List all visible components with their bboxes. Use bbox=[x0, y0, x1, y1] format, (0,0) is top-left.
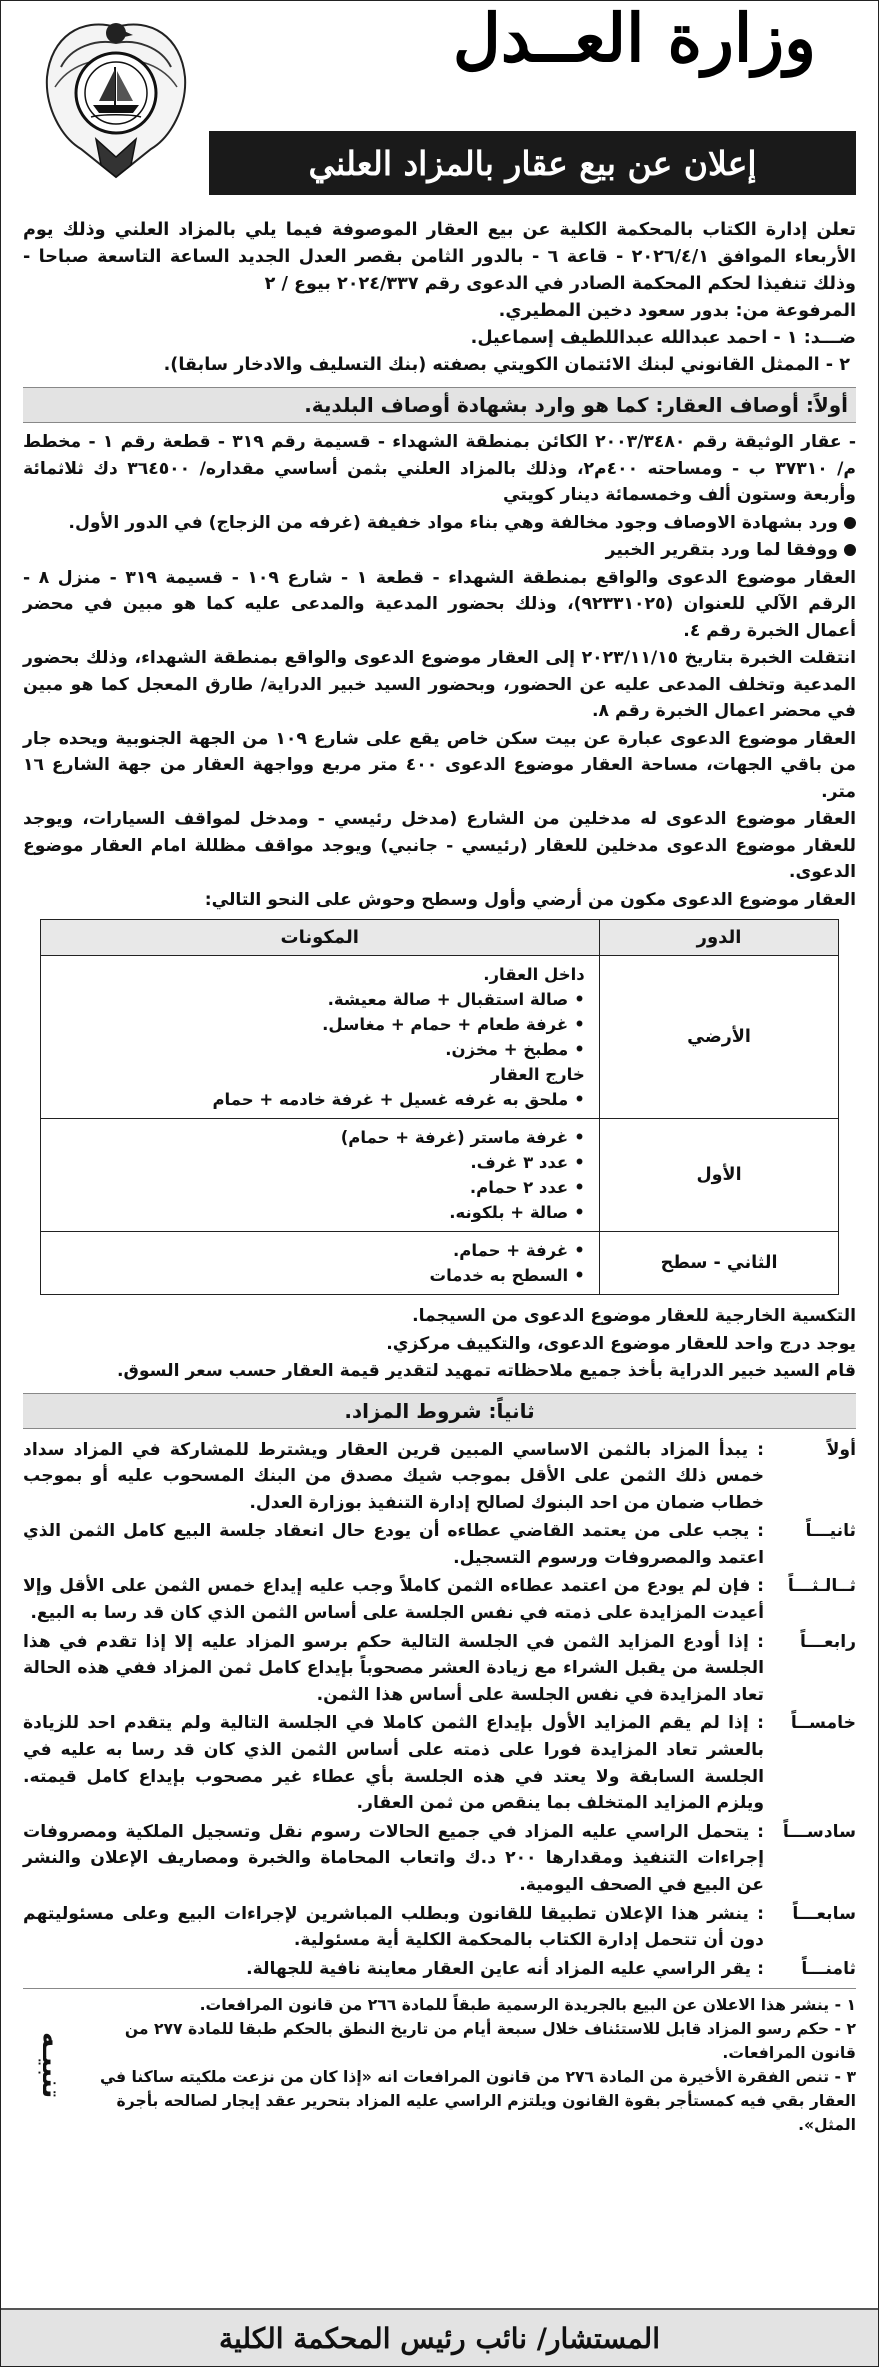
condition-text: : يقر الراسي عليه المزاد أنه عاين العقار معاينة نافية للجهالة. bbox=[246, 1958, 764, 1979]
intro-section bbox=[23, 217, 856, 379]
entrances-paragraph: العقار موضوع الدعوى له مدخلين من الشارع (مدخل رئيسي - ومدخل لمواقف السيارات، ويوجد للعقار موضوع الدعوى مدخلين للعقار (رئيسي - جانبي) ويوجد مواقف مظللة امام العقار موضوع الدعوى. bbox=[23, 809, 856, 882]
condition-item bbox=[23, 1819, 856, 1899]
condition-text: : يبدأ المزاد بالثمن الاساسي المبين قرين العقار ويشترط للمشاركة في المزاد سداد خمس ذلك الثمن على الأقل بموجب شيك مصدق من البنك المسحوب عليه أو بموجب خطاب ضمان من احد البنوك لصالح إدارة التنفيذ بوزارة العدل. bbox=[23, 1439, 764, 1513]
violation-paragraph: ورد بشهادة الاوصاف وجود مخالفة وهي بناء مواد خفيفة (غرفه من الزجاج) في الدور الأول. bbox=[23, 510, 856, 537]
notes-box bbox=[23, 1988, 856, 2137]
condition-text: : يجب على من يعتمد القاضي عطاءه أن يودع حال انعقاد جلسة البيع كامل الثمن الذي اعتمد والمصروفات ورسوم التسجيل. bbox=[23, 1521, 764, 1568]
stairs-line: يوجد درج واحد للعقار موضوع الدعوى، والتكييف مركزي. bbox=[386, 1333, 856, 1354]
parties bbox=[23, 298, 856, 379]
table-header-components: المكونات bbox=[40, 920, 599, 956]
floor-cell: الثاني - سطح bbox=[599, 1232, 839, 1295]
expert-report-heading: ووفقا لما ورد بتقرير الخبير bbox=[23, 537, 856, 564]
property-description bbox=[23, 429, 856, 913]
condition-number: سادســـاً bbox=[782, 1821, 856, 1842]
floor-cell: الأرضي bbox=[599, 956, 839, 1119]
floor-cell: الأول bbox=[599, 1119, 839, 1232]
component-item: • غرفة ماستر (غرفة + حمام) bbox=[55, 1125, 585, 1150]
kuwait-emblem-icon bbox=[41, 7, 191, 185]
condition-number: خامســاً bbox=[790, 1713, 856, 1734]
condition-item bbox=[23, 1901, 856, 1954]
intro-paragraph: تعلن إدارة الكتاب بالمحكمة الكلية عن بيع العقار الموصوفة فيما يلي بالمزاد العلني وذلك يوم الأربعاء الموافق ٢٠٢٦/٤/١ - قاعة ٦ - بالدور الثامن بقصر العدل الجديد الساعة التاسعة صباحا - وذلك تنفيذا لحكم المحكمة الصادر في الدعوى رقم ٢٠٢٤/٣٣٧ بيوع / ٢ bbox=[23, 220, 856, 294]
component-item: • صالة + بلكونه. bbox=[55, 1200, 585, 1225]
notes-label: تنبيـه bbox=[36, 2032, 66, 2099]
component-item: • غرفة طعام + حمام + مغاسل. bbox=[55, 1012, 585, 1037]
condition-number: أولاً bbox=[826, 1439, 856, 1460]
condition-item bbox=[23, 1629, 856, 1709]
cladding-line: التكسية الخارجية للعقار موضوع الدعوى من السيجما. bbox=[412, 1306, 856, 1326]
note-item: ١ - ينشر هذا الاعلان عن البيع بالجريدة الرسمية طبقاً للمادة ٢٦٦ من قانون المرافعات. bbox=[199, 1996, 856, 2015]
condition-number: ثامنـــاً bbox=[801, 1958, 856, 1979]
component-item: • عدد ٢ حمام. bbox=[55, 1175, 585, 1200]
condition-text: : يتحمل الراسي عليه المزاد في جميع الحالات رسوم نقل وتسجيل الملكية ومصروفات إجراءات التنفيذ ومقدارها ٢٠٠ د.ك واتعاب المحاماة والخبرة ومصاريف الإعلان والنشر عن البيع في الصحف اليومية. bbox=[23, 1821, 765, 1895]
component-item: • غرفة + حمام. bbox=[55, 1238, 585, 1263]
location-paragraph: العقار موضوع الدعوى والواقع بمنطقة الشهداء - قطعة ١ - شارع ١٠٩ - قسيمة ٣١٩ - منزل ٨ - الرقم الآلي للعنوان (٩٢٣٣١٠٢٥)، وذلك بحضور المدعية والمدعى عليه كما هو مبين في محضر أعمال الخبرة رقم ٤. bbox=[23, 567, 856, 641]
condition-item bbox=[23, 1573, 856, 1626]
table-row bbox=[40, 956, 839, 1119]
section-2-heading: ثانياً: شروط المزاد. bbox=[23, 1393, 856, 1429]
condition-text: : فإن لم يودع من اعتمد عطاءه الثمن كاملاً وجب عليه إيداع خمس الثمن على الأقل وإلا أعيدت المزايدة على ذمته في نفس الجلسة على أساس الثمن الذي كان قد رسا به البيع. bbox=[23, 1576, 764, 1624]
table-header-floor: الدور bbox=[599, 920, 839, 956]
floors-table bbox=[40, 919, 840, 1295]
floors-intro: العقار موضوع الدعوى مكون من أرضي وأول وسطح وحوش على النحو التالي: bbox=[204, 889, 856, 910]
components-cell bbox=[40, 1119, 599, 1232]
condition-number: سابعـــاً bbox=[792, 1903, 856, 1924]
inspection-paragraph: انتقلت الخبرة بتاريخ ٢٠٢٣/١١/١٥ إلى العقار موضوع الدعوى والواقع بمنطقة الشهداء، وذلك بحضور المدعية وتخلف المدعى عليه عن الحضور، وبحضور السيد خبير الدراية/ طارق المعجل كما هو مبين في محضر اعمال الخبرة رقم ٨. bbox=[23, 648, 856, 721]
condition-item bbox=[23, 1437, 856, 1517]
note-item: ٢ - حكم رسو المزاد قابل للاستئناف خلال سبعة أيام من تاريخ النطق بالحكم طبقا للمادة ٢٧٧ من قانون المرافعات. bbox=[124, 2020, 856, 2063]
condition-text: : ينشر هذا الإعلان تطبيقا للقانون وبطلب المباشرين لإجراءات البيع وعلى مسئوليتهم دون أن تتحمل إدارة الكتاب بالمحكمة الكلية أية مسئولية. bbox=[23, 1903, 764, 1951]
notes-list bbox=[79, 1993, 856, 2137]
condition-item bbox=[23, 1710, 856, 1816]
table-row bbox=[40, 1119, 839, 1232]
component-item: • ملحق به غرفه غسيل + غرفة خادمه + حمام bbox=[55, 1087, 585, 1112]
condition-text: : إذا أودع المزايد الثمن في الجلسة التالية حكم برسو المزاد عليه إلا إذا تقدم في هذا الجلسة من يقبل الشراء مع زيادة العشر مصحوباً بإيداع كامل ثمن المزاد ففي هذه الحالة تعاد المزايدة في نفس الجلسة على أساس هذا الثمن. bbox=[23, 1631, 764, 1705]
table-row bbox=[40, 1232, 839, 1295]
defendant-line-1: ضـــد: ١ - احمد عبدالله عبداللطيف إسماعيل. bbox=[470, 328, 856, 348]
components-cell bbox=[40, 1232, 599, 1295]
note-item: ٣ - تنص الفقرة الأخيرة من المادة ٢٧٦ من قانون المرافعات انه «إذا كان من نزعت ملكيته ساكنا في العقار بقي فيه كمستأجر بقوة القانون ويلتزم الراسي عليه المزاد بتحرير عقد إيجار لصالحه بأجرة المثل». bbox=[100, 2068, 856, 2135]
section-1-heading: أولاً: أوصاف العقار: كما هو وارد بشهادة أوصاف البلدية. bbox=[23, 387, 856, 423]
component-item: • صالة استقبال + صالة معيشة. bbox=[55, 987, 585, 1012]
announcement-title: إعلان عن بيع عقار بالمزاد العلني bbox=[209, 131, 856, 195]
plaintiff-line: المرفوعة من: بدور سعود دخين المطيري. bbox=[498, 301, 856, 321]
property-deed-paragraph: - عقار الوثيقة رقم ٢٠٠٣/٣٤٨٠ الكائن بمنطقة الشهداء - قسيمة رقم ٣١٩ - قطعة رقم ١ - مخطط م/ ٣٧٣١٠ ب - ومساحته ٤٠٠م٢، وذلك بالمزاد العلني بثمن أساسي مقداره/ ٣٦٤٥٠٠ دك ثلاثمائة وأربعة وستون ألف وخمسمائة دينار كويتي bbox=[23, 432, 857, 505]
component-item: داخل العقار. bbox=[483, 965, 585, 984]
defendant-line-2: ٢ - الممثل القانوني لبنك الائتمان الكويتي بصفته (بنك التسليف والادخار سابقا). bbox=[163, 355, 850, 375]
component-item: خارج العقار bbox=[490, 1065, 585, 1084]
condition-number: رابعـــاً bbox=[799, 1631, 856, 1652]
condition-number: ثــالـثـــاً bbox=[787, 1576, 856, 1597]
component-item: • السطح به خدمات bbox=[55, 1263, 585, 1288]
bullet-icon bbox=[844, 517, 856, 529]
condition-number: ثانيـــاً bbox=[805, 1521, 856, 1542]
condition-text: : إذا لم يقم المزايد الأول بإيداع الثمن كاملا في الجلسة التالية ولم يتقدم احد للزيادة بالعشر تعاد المزايدة فورا على ذمته على أساس الثمن الذي كان قد رسا به عليه في الجلسة السابقة ولا يعتد في هذه الجلسة بأي عطاء غير مصحوب بإيداع كامل قيمته. ويلزم المزايد المتخلف بما ينقص من ثمن العقار. bbox=[23, 1713, 764, 1814]
ministry-name: وزارة العــدل bbox=[452, 0, 816, 77]
signature: المستشار/ نائب رئيس المحكمة الكلية bbox=[1, 2308, 878, 2366]
component-item: • مطبخ + مخزن. bbox=[55, 1037, 585, 1062]
property-type-paragraph: العقار موضوع الدعوى عبارة عن بيت سكن خاص يقع على شارع ١٠٩ من الجهة الجنوبية ويحده جار من باقي الجهات، مساحة العقار موضوع الدعوى ٤٠٠ متر مربع وواجهة العقار من جهة الشارع ١٦ متر. bbox=[23, 728, 857, 802]
bullet-icon bbox=[844, 544, 856, 556]
additional-notes bbox=[23, 1303, 856, 1385]
condition-item bbox=[23, 1956, 856, 1983]
auction-conditions bbox=[23, 1437, 856, 1983]
header bbox=[23, 0, 856, 183]
valuation-line: قام السيد خبير الدراية بأخذ جميع ملاحظاته تمهيد لتقدير قيمة العقار حسب سعر السوق. bbox=[117, 1361, 856, 1381]
condition-item bbox=[23, 1518, 856, 1571]
components-cell bbox=[40, 956, 599, 1119]
component-item: • عدد ٣ غرف. bbox=[55, 1150, 585, 1175]
